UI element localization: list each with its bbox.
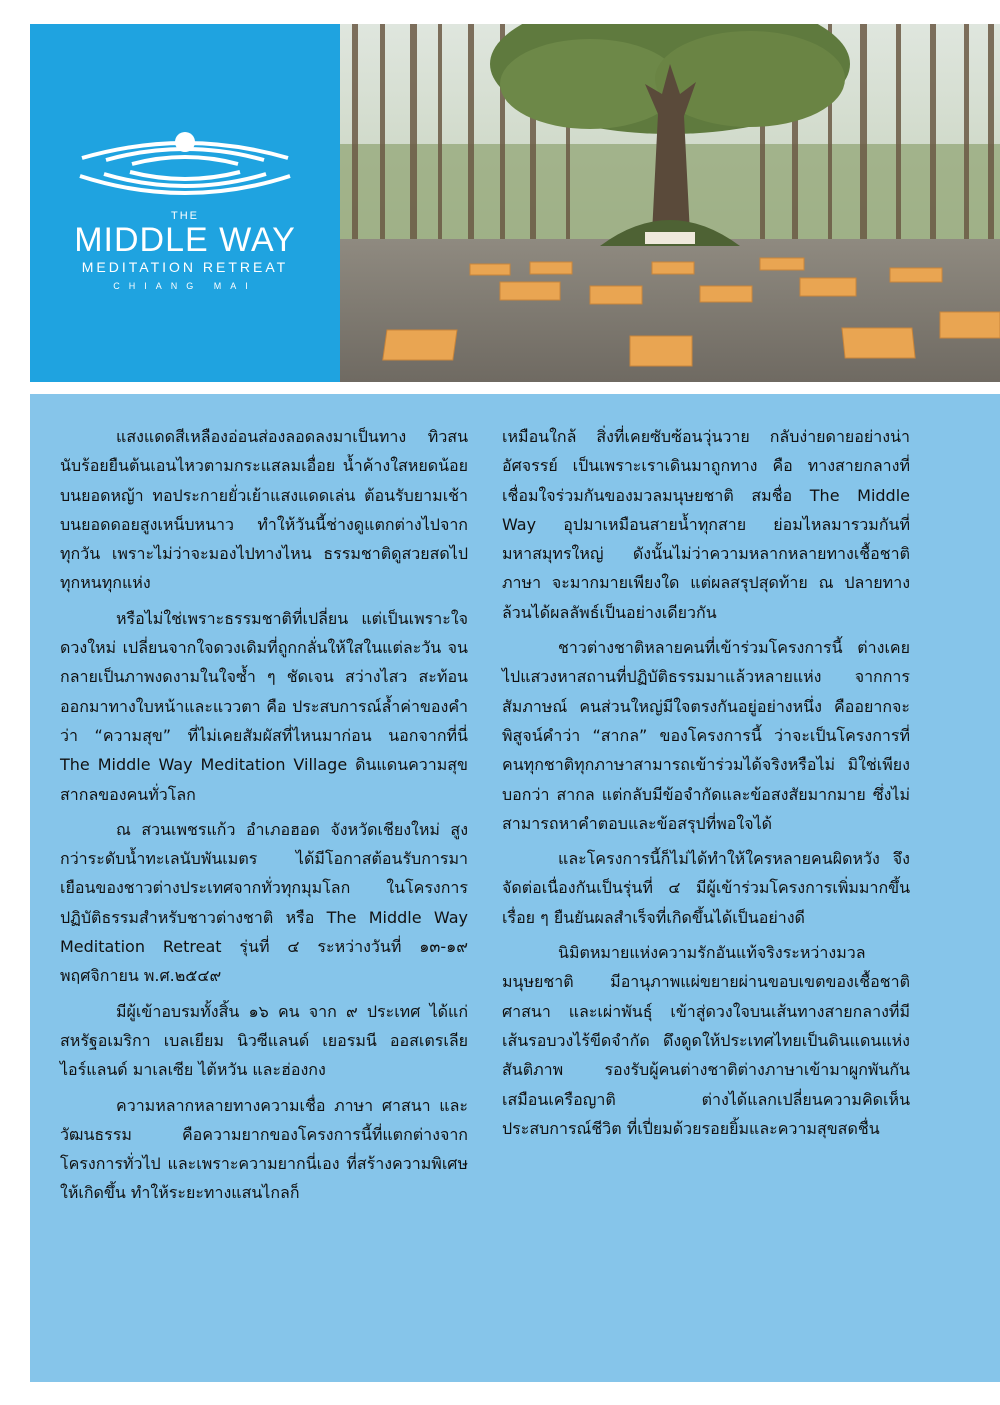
brand-tagline: MEDITATION RETREAT (81, 259, 289, 275)
paragraph-continued: เหมือนใกล้ สิ่งที่เคยซับซ้อนวุ่นวาย กลับง่ายดายอย่างน่าอัศจรรย์ เป็นเพราะเราเดินมาถูกทาง คือ ทางสายกลางที่เชื่อมใจร่วมกันของมวลมนุษยชาติ สมชื่อ The Middle Way อุปมาเหมือนสายน้ำทุกสาย ย่อมไหลมารวมกันที่มหาสมุทรใหญ่ ดังนั้นไม่ว่าความหลากหลายทางเชื้อชาติ ภาษา จะมากมายเพียงใด แต่ผลสรุปสุดท้าย ณ ปลายทาง ล้วนได้ผลลัพธ์เป็นอย่างเดียวกัน (502, 427, 910, 622)
article-body (30, 394, 1000, 1382)
paragraph: ความหลากหลายทางความเชื่อ ภาษา ศาสนา และวัฒนธรรม คือความยากของโครงการนี้ที่แตกต่างจากโครงการทั่วไป และเพราะความยากนี่เอง ที่สร้างความพิเศษให้เกิดขึ้น ทำให้ระยะทางแสนไกลก็ (60, 1095, 468, 1203)
meditation-cushions-around-tree-photo (340, 24, 1000, 382)
brand-the: THE (171, 210, 199, 222)
paragraph: และโครงการนี้ก็ไม่ได้ทำให้ใครหลายคนผิดหวัง จึงจัดต่อเนื่องกันเป็นรุ่นที่ ๔ มีผู้เข้าร่วมโครงการเพิ่มมากขึ้นเรื่อย ๆ ยืนยันผลสำเร็จที่เกิดขึ้นได้เป็นอย่างดี (502, 849, 910, 927)
brand-name: MIDDLE WAY (74, 221, 296, 259)
paragraph: แสงแดดสีเหลืองอ่อนส่องลอดลงมาเป็นทาง ทิวสนนับร้อยยืนต้นเอนไหวตามกระแสลมเอื่อย น้ำค้างใสหยดน้อยบนยอดหญ้า ทอประกายยั่วเย้าแสงแดดเล่น ต้อนรับยามเช้าบนยอดดอยสูงเหน็บหนาว ทำให้วันนี้ช่างดูแตกต่างไปจากทุกวัน เพราะไม่ว่าจะมองไปทางไหน ธรรมชาติดูสวยสดไปทุกหนทุกแห่ง (60, 427, 468, 593)
brand-location: CHIANG MAI (113, 281, 257, 291)
paragraph: นิมิตหมายแห่งความรักอันแท้จริงระหว่างมวลมนุษยชาติ มีอานุภาพแผ่ขยายผ่านขอบเขตของเชื้อชาติ ศาสนา และเผ่าพันธุ์ เข้าสู่ดวงใจบนเส้นทางสายกลางที่มีเส้นรอบวงไร้ขีดจำกัด ดึงดูดให้ประเทศไทยเป็นดินแดนแห่งสันติภาพ รองรับผู้คนต่างชาติต่างภาษาเข้ามาผูกพันกันเสมือนเครือญาติ ต่างได้แลกเปลี่ยนความคิดเห็น ประสบการณ์ชีวิต ที่เปี่ยมด้วยรอยยิ้มและความสุขสดชื่น (502, 943, 910, 1138)
logo-panel (30, 24, 340, 382)
article-left-column (60, 422, 468, 1214)
article-right-column (502, 422, 910, 1149)
paragraph: ชาวต่างชาติหลายคนที่เข้าร่วมโครงการนี้ ต่างเคยไปแสวงหาสถานที่ปฏิบัติธรรมมาแล้วหลายแห่ง จากการสัมภาษณ์ คนส่วนใหญ่มีใจตรงกันอยู่อย่างหนึ่ง คืออยากจะพิสูจน์คำว่า “สากล” ของโครงการนี้ ว่าจะเป็นโครงการที่คนทุกชาติทุกภาษาสามารถเข้าร่วมได้จริงหรือไม่ มิใช่เพียงบอกว่า สากล แต่กลับมีข้อจำกัดและข้อสงสัยมากมาย ซึ่งไม่สามารถหาคำตอบและข้อสรุปที่พอใจได้ (502, 638, 910, 833)
paragraph: ณ สวนเพชรแก้ว อำเภอฮอด จังหวัดเชียงใหม่ สูงกว่าระดับน้ำทะเลนับพันเมตร ได้มีโอกาสต้อนรับการมาเยือนของชาวต่างประเทศจากทั่วทุกมุมโลก ในโครงการปฏิบัติธรรมสำหรับชาวต่างชาติ หรือ The Middle Way Meditation Retreat รุ่นที่ ๔ ระหว่างวันที่ ๑๓-๑๙ พฤศจิกายน พ.ศ.๒๕๔๙ (60, 819, 468, 986)
paragraph: หรือไม่ใช่เพราะธรรมชาติที่เปลี่ยน แต่เป็นเพราะใจดวงใหม่ เปลี่ยนจากใจดวงเดิมที่ถูกกลั่นให้ใสในแต่ละวัน จนกลายเป็นภาพงดงามในใจซ้ำ ๆ ชัดเจน สว่างไสว สะท้อนออกมาทางใบหน้าและแววตา คือ ประสบการณ์ล้ำค่าของคำว่า “ความสุข” ที่ไม่เคยสัมผัสที่ไหนมาก่อน นอกจากที่นี่ The Middle Way Meditation Village ดินแดนความสุขสากลของคนทั่วโลก (60, 608, 468, 804)
paragraph: มีผู้เข้าอบรมทั้งสิ้น ๑๖ คน จาก ๙ ประเทศ ได้แก่ สหรัฐอเมริกา เบลเยียม นิวซีแลนด์ เยอรมนี ออสเตรเลีย ไอร์แลนด์ มาเลเซีย ไต้หวัน และฮ่องกง (60, 1001, 468, 1080)
ripple-logo-icon (72, 124, 298, 204)
hero-photo (340, 24, 1000, 382)
